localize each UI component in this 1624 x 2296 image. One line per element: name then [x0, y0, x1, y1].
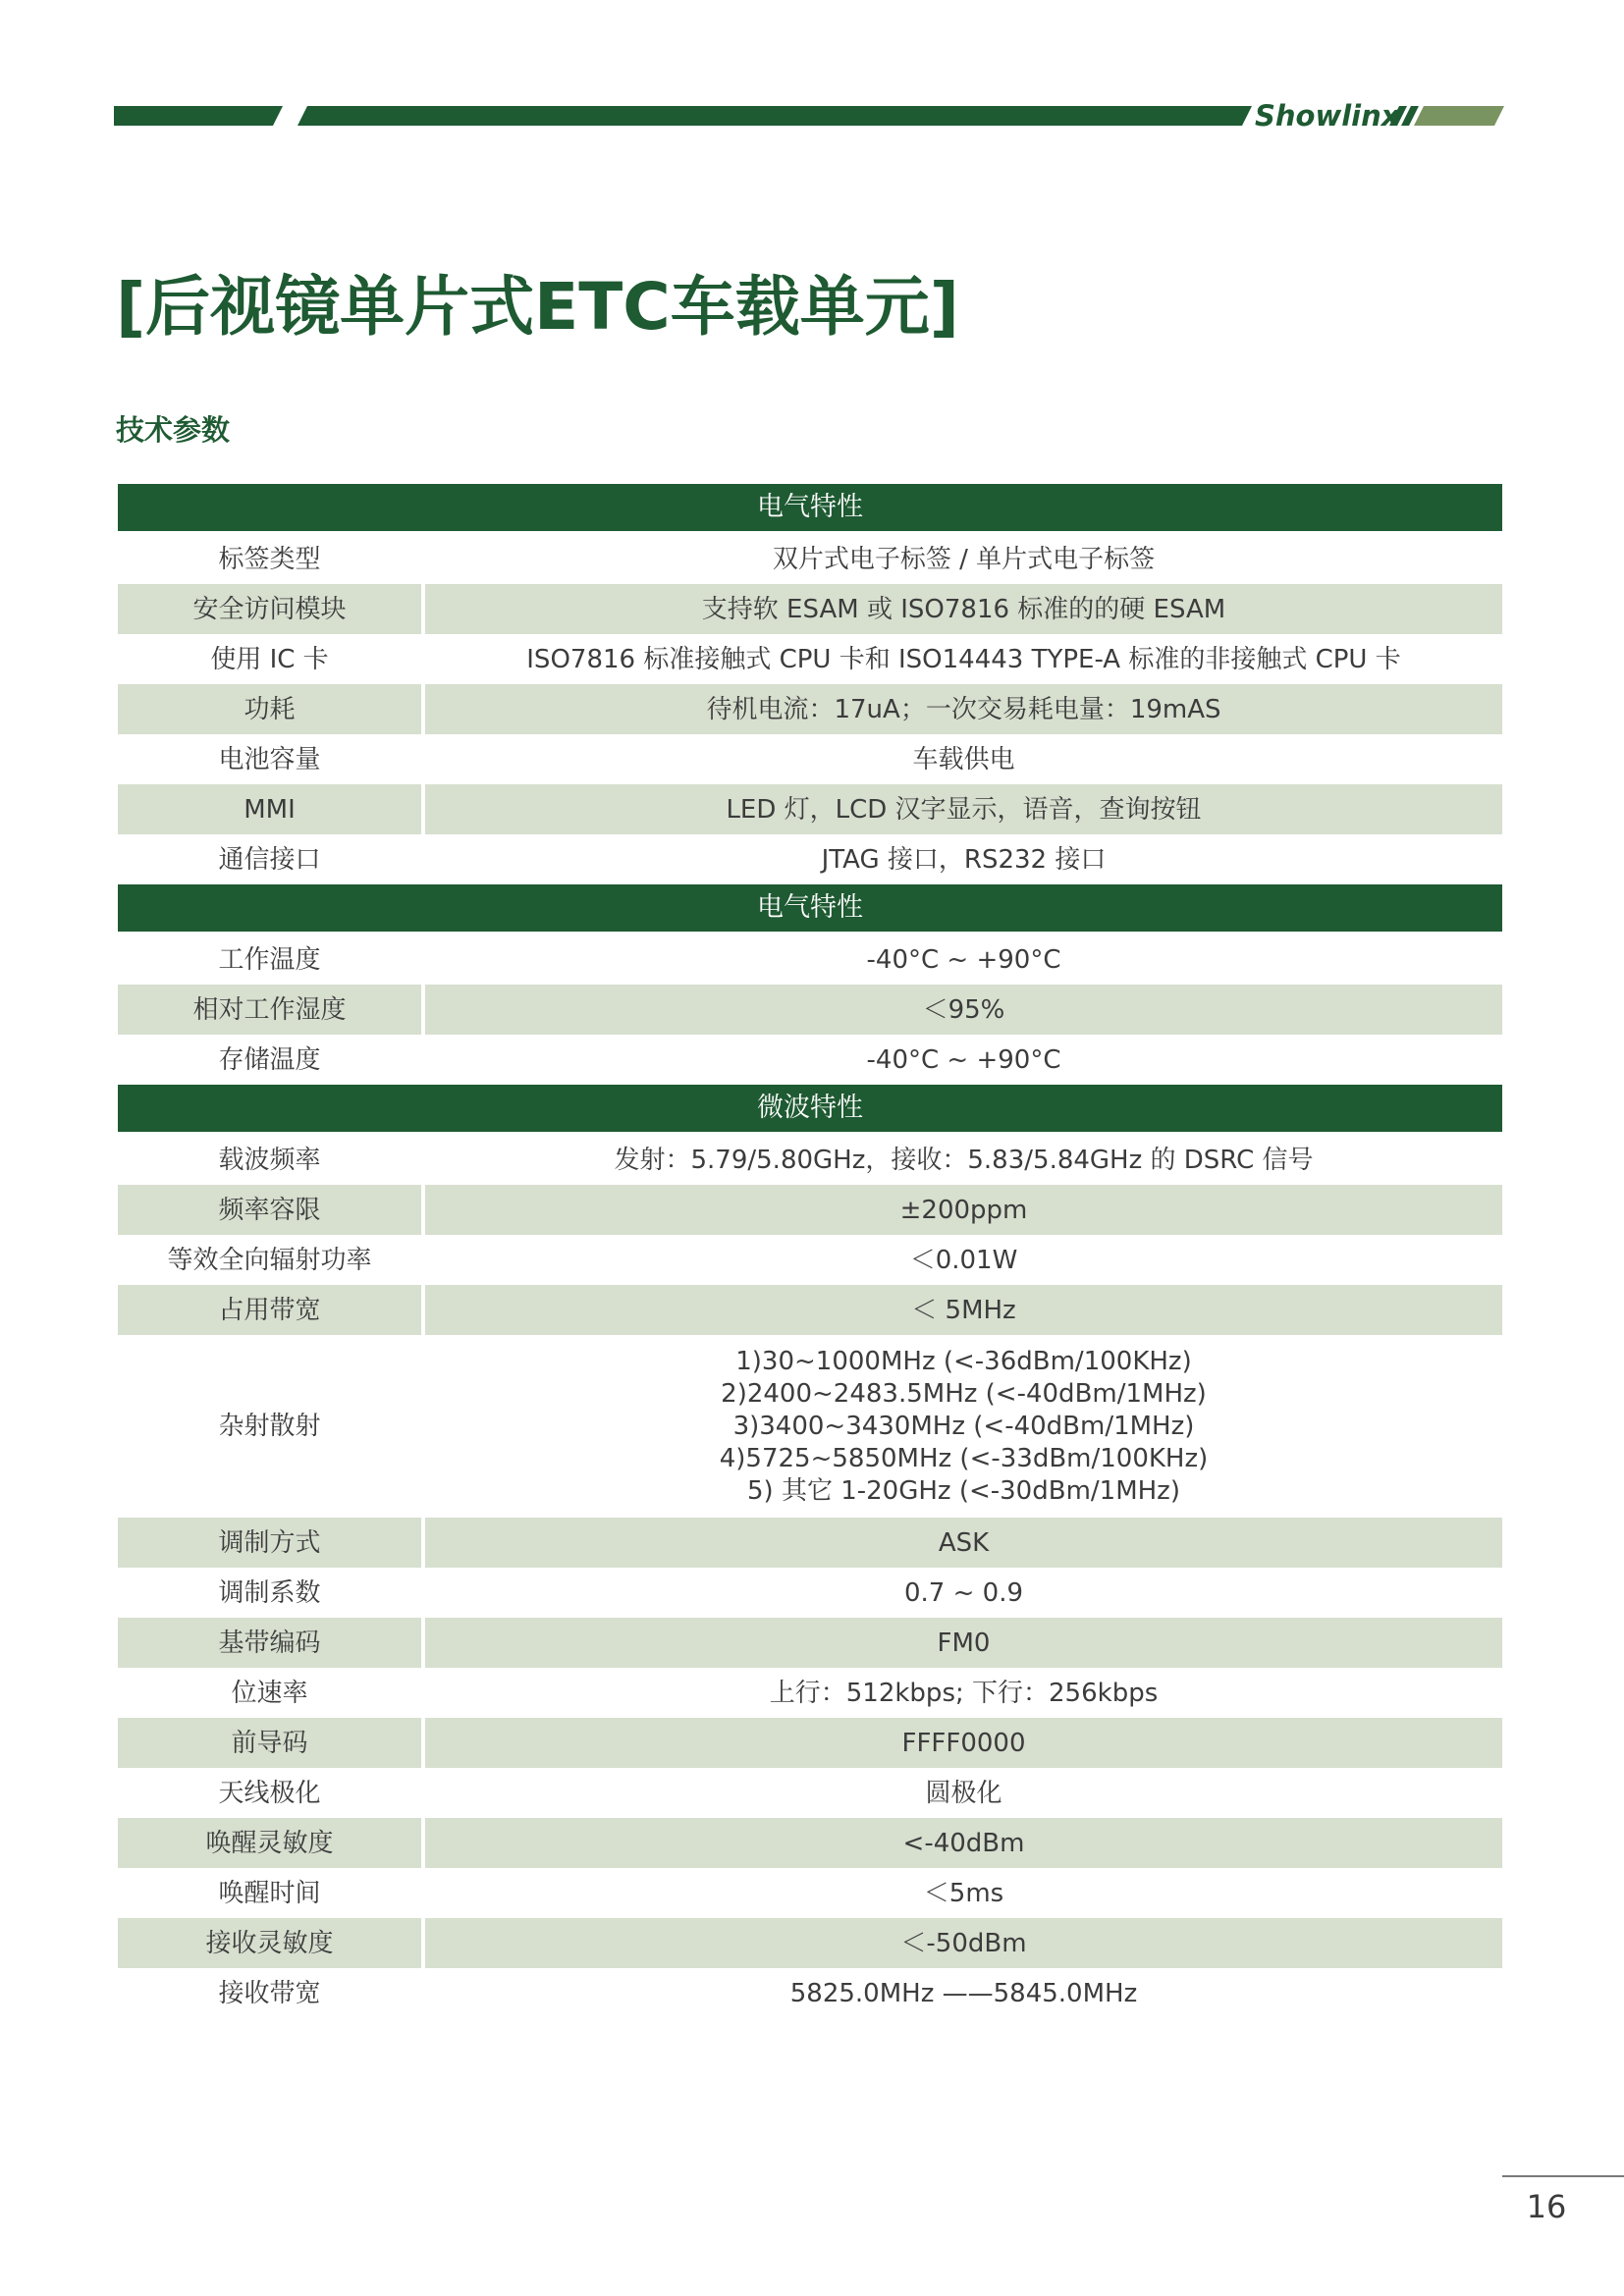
row-label: 占用带宽 [118, 1285, 425, 1335]
row-value: JTAG 接口，RS232 接口 [821, 844, 1107, 875]
row-label: 标签类型 [118, 534, 425, 584]
spec-table [118, 484, 1502, 2018]
row-label: 工作温度 [118, 934, 425, 985]
table-group-row [118, 1085, 1502, 1135]
row-label: 天线极化 [118, 1768, 425, 1818]
table-group-row [118, 884, 1502, 934]
spurious-line: 4)5725~5850MHz (<-33dBm/100KHz) [719, 1443, 1209, 1473]
row-value: 待机电流：17uA；一次交易耗电量：19mAS [425, 684, 1502, 734]
row-label: 调制方式 [118, 1518, 425, 1568]
row-value: FM0 [425, 1618, 1502, 1668]
row-label: 接收灵敏度 [118, 1918, 425, 1968]
row-label: 安全访问模块 [118, 584, 425, 634]
row-value: ASK [425, 1518, 1502, 1568]
row-value: ＜0.01W [909, 1245, 1018, 1275]
table-row [118, 734, 1502, 784]
brand-logo-text: Showlinx [1255, 99, 1400, 133]
footer-rule [1502, 2175, 1624, 2177]
table-row [118, 784, 1502, 834]
table-row [118, 1518, 1502, 1568]
row-label: 杂射散射 [118, 1335, 425, 1518]
row-label: 调制系数 [118, 1568, 425, 1618]
row-value: -40°C ~ +90°C [866, 1044, 1061, 1075]
table-row [118, 1668, 1502, 1718]
row-value: 双片式电子标签 / 单片式电子标签 [772, 544, 1156, 574]
spurious-line: 2)2400~2483.5MHz (<-40dBm/1MHz) [721, 1378, 1207, 1409]
page-title: [后视镜单片式ETC车载单元] [116, 269, 959, 345]
row-value: <-40dBm [425, 1818, 1502, 1868]
table-row [118, 1235, 1502, 1285]
row-value: 0.7 ~ 0.9 [903, 1577, 1023, 1608]
row-label: 唤醒时间 [118, 1868, 425, 1918]
row-label: 载波频率 [118, 1135, 425, 1185]
header-stripe-long [298, 106, 1245, 126]
row-value: LED 灯，LCD 汉字显示，语音，查询按钮 [425, 784, 1502, 834]
table-row [118, 1868, 1502, 1918]
row-value: ＜ 5MHz [425, 1285, 1502, 1335]
row-label: 使用 IC 卡 [118, 634, 425, 684]
table-row [118, 834, 1502, 884]
table-row [118, 1135, 1502, 1185]
group-header-electrical: 电气特性 [118, 484, 1502, 534]
table-row [118, 1285, 1502, 1335]
row-value: ＜95% [425, 985, 1502, 1035]
row-label: 通信接口 [118, 834, 425, 884]
row-label: 相对工作湿度 [118, 985, 425, 1035]
table-row [118, 1568, 1502, 1618]
row-label: 接收带宽 [118, 1968, 425, 2018]
row-label: MMI [118, 784, 425, 834]
table-row [118, 1968, 1502, 2018]
row-label: 存储温度 [118, 1035, 425, 1085]
group-header-electrical-2: 电气特性 [118, 884, 1502, 934]
table-row [118, 634, 1502, 684]
section-heading: 技术参数 [116, 413, 231, 447]
table-row [118, 1035, 1502, 1085]
table-row [118, 1618, 1502, 1668]
row-value: 车载供电 [912, 744, 1015, 774]
row-value: 支持软 ESAM 或 ISO7816 标准的的硬 ESAM [425, 584, 1502, 634]
spurious-line: 1)30~1000MHz (<-36dBm/100KHz) [735, 1346, 1192, 1376]
row-label: 位速率 [118, 1668, 425, 1718]
table-row [118, 584, 1502, 634]
spurious-line: 5) 其它 1-20GHz (<-30dBm/1MHz) [747, 1475, 1180, 1506]
row-value: ＜-50dBm [425, 1918, 1502, 1968]
header-stripe-short [114, 106, 283, 126]
table-row [118, 1718, 1502, 1768]
page-number: 16 [1526, 2188, 1567, 2225]
row-value [425, 1335, 1502, 1518]
group-header-microwave: 微波特性 [118, 1085, 1502, 1135]
row-value: 上行：512kbps; 下行：256kbps [769, 1678, 1159, 1708]
table-row [118, 934, 1502, 985]
row-label: 频率容限 [118, 1185, 425, 1235]
row-label: 等效全向辐射功率 [118, 1235, 425, 1285]
row-value: ＜5ms [923, 1878, 1004, 1908]
table-row [118, 534, 1502, 584]
header-stripe-accent [1414, 106, 1504, 126]
table-row [118, 985, 1502, 1035]
row-value: 发射：5.79/5.80GHz，接收：5.83/5.84GHz 的 DSRC 信号 [614, 1145, 1314, 1175]
row-value: 5825.0MHz ——5845.0MHz [789, 1978, 1138, 2008]
table-row [118, 1185, 1502, 1235]
row-label: 电池容量 [118, 734, 425, 784]
table-row [118, 1768, 1502, 1818]
spurious-lines [720, 1346, 1209, 1508]
row-value: FFFF0000 [425, 1718, 1502, 1768]
table-group-row [118, 484, 1502, 534]
row-value: 圆极化 [925, 1778, 1002, 1808]
table-row [118, 1818, 1502, 1868]
row-value: -40°C ~ +90°C [866, 944, 1061, 975]
row-value: ±200ppm [425, 1185, 1502, 1235]
table-row [118, 1918, 1502, 1968]
row-label: 前导码 [118, 1718, 425, 1768]
row-label: 唤醒灵敏度 [118, 1818, 425, 1868]
table-row [118, 684, 1502, 734]
row-label: 功耗 [118, 684, 425, 734]
table-row [118, 1335, 1502, 1518]
row-value: ISO7816 标准接触式 CPU 卡和 ISO14443 TYPE-A 标准的非接触式 CPU 卡 [526, 644, 1401, 674]
spurious-line: 3)3400~3430MHz (<-40dBm/1MHz) [732, 1411, 1195, 1441]
row-label: 基带编码 [118, 1618, 425, 1668]
